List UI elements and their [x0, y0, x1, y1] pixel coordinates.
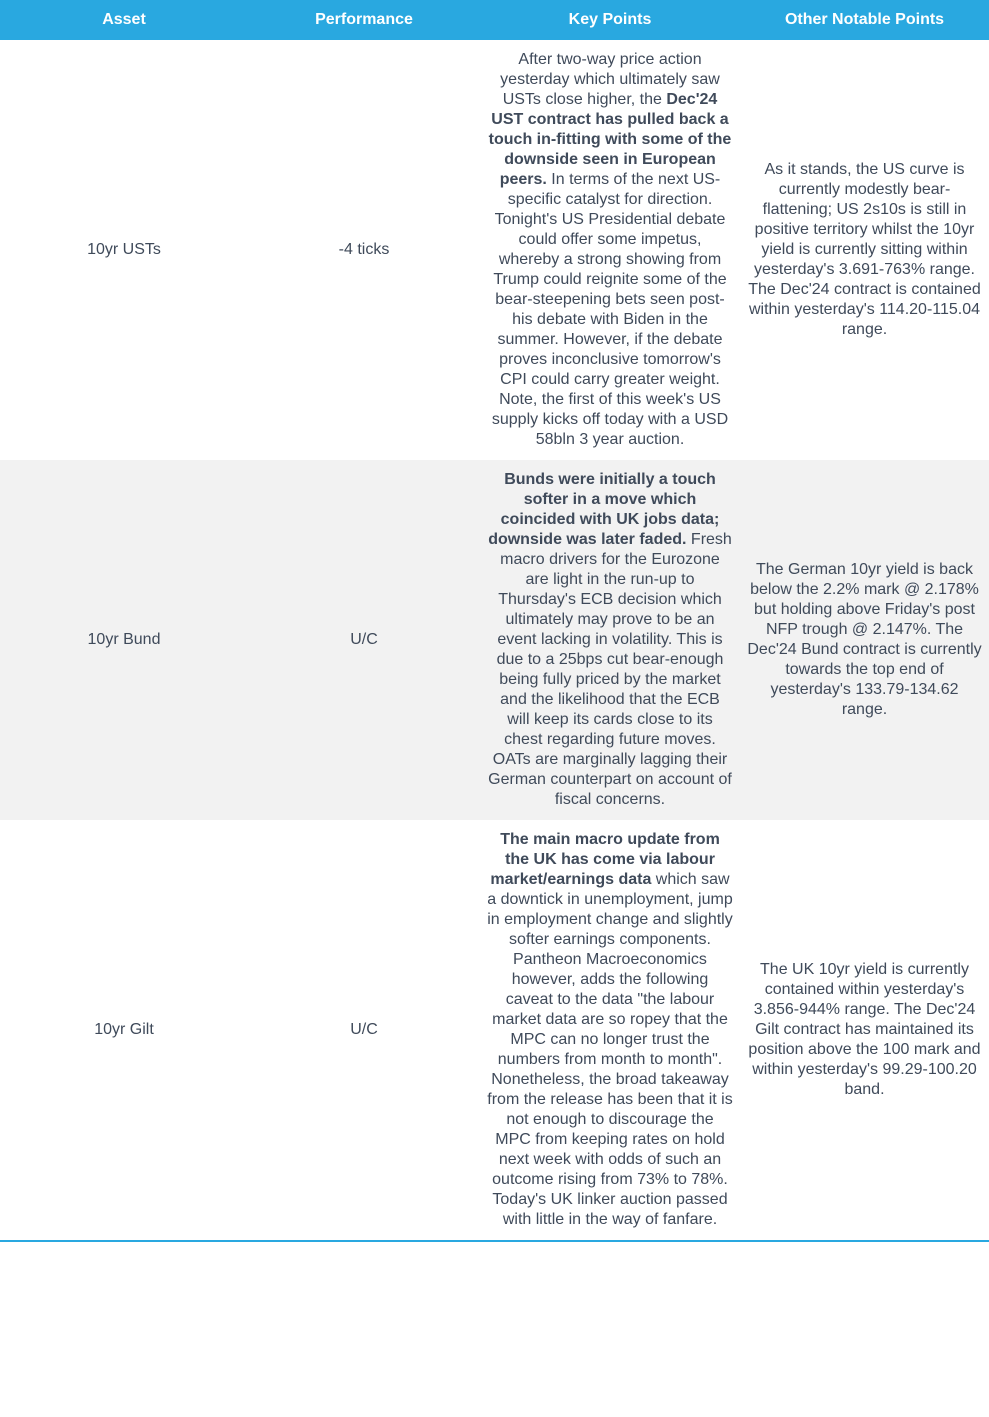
key-points-text: which saw a downtick in unemployment, jump in employment change and slightly softer earnings components. Pantheon Macroeconomics however, adds the following caveat to the data "the labour market data are so ropey that the MPC can no longer trust the numbers from month to month". Nonetheless, the broad takeaway from the release has been that it is not enough to discourage the MPC from keeping rates on hold next week with odds of such an outcome rising from 73% to 78%. Today's UK linker auction passed with little in the way of fanfare.	[487, 871, 733, 1228]
other-notable-points-cell: The German 10yr yield is back below the 2.2% mark @ 2.178% but holding above Friday's post NFP trough @ 2.147%. The Dec'24 Bund contract is currently towards the top end of yesterday's 133.79-134.62 range.	[747, 561, 982, 718]
key-points-text: Fresh macro drivers for the Eurozone are light in the run-up to Thursday's ECB decision which ultimately may prove to be an event lacking in volatility. This is due to a 25bps cut bear-enough being fully priced by the market and the likelihood that the ECB will keep its cards close to its chest regarding future moves. OATs are marginally lagging their German counterpart on account of fiscal concerns.	[488, 531, 732, 808]
column-header-performance: Performance	[248, 0, 480, 40]
table-row-10yr-gilt	[0, 820, 989, 1241]
performance-cell: U/C	[350, 1021, 378, 1038]
table-row-10yr-usts	[0, 40, 989, 460]
performance-cell: U/C	[350, 631, 378, 648]
key-points-cell	[480, 460, 740, 820]
column-header-asset: Asset	[0, 0, 248, 40]
header-row	[0, 0, 989, 40]
key-points-bold-text: Dec'24 UST contract has pulled back a touch in-fitting with some of the downside seen in European peers.	[488, 91, 732, 188]
key-points-text: After two-way price action yesterday which ultimately saw USTs close higher, the	[500, 51, 720, 108]
table-row-10yr-bund	[0, 460, 989, 820]
key-points-bold-text: Bunds were initially a touch softer in a move which coincided with UK jobs data; downside was later faded.	[488, 471, 720, 548]
column-header-key-points: Key Points	[480, 0, 740, 40]
other-notable-points-cell: The UK 10yr yield is currently contained within yesterday's 3.856-944% range. The Dec'24 Gilt contract has maintained its position above the 100 mark and within yesterday's 99.29-100.20 band.	[748, 961, 981, 1098]
key-points-bold-text: The main macro update from the UK has come via labour market/earnings data	[490, 831, 720, 888]
key-points-text: In terms of the next US-specific catalyst for direction. Tonight's US Presidential debate could offer some impetus, whereby a strong showing from Trump could reignite some of the bear-steepening bets seen post-his debate with Biden in the summer. However, if the debate proves inconclusive tomorrow's CPI could carry greater weight. Note, the first of this week's US supply kicks off today with a USD 58bln 3 year auction.	[491, 171, 729, 448]
other-notable-points-cell: As it stands, the US curve is currently modestly bear-flattening; US 2s10s is still in positive territory whilst the 10yr yield is currently sitting within yesterday's 3.691-763% range. The Dec'24 contract is contained within yesterday's 114.20-115.04 range.	[748, 161, 981, 338]
key-points-cell	[480, 820, 740, 1241]
asset-cell: 10yr Gilt	[94, 1021, 154, 1038]
key-points-cell	[480, 40, 740, 460]
asset-cell: 10yr Bund	[87, 631, 161, 648]
asset-cell: 10yr USTs	[87, 241, 161, 258]
performance-cell: -4 ticks	[338, 241, 390, 258]
column-header-other-notable-points: Other Notable Points	[740, 0, 989, 40]
